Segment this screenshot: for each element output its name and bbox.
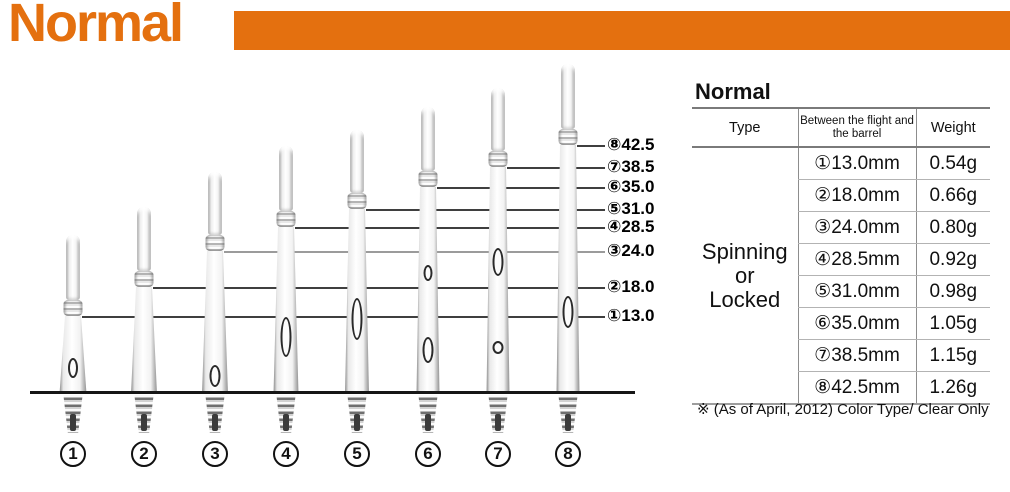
length-label-7: ⑦38.5: [607, 157, 655, 176]
baseline: [30, 391, 635, 394]
shaft-number-7: 7: [485, 441, 511, 467]
shaft-collar: [348, 193, 367, 209]
shaft-hole: [210, 365, 221, 387]
shaft-8: [553, 64, 583, 436]
shaft-thread: [347, 395, 367, 433]
shaft-thread: [276, 395, 296, 433]
weight-cell: 1.26g: [916, 372, 990, 405]
shaft-thread: [134, 395, 154, 433]
shaft-body: [60, 316, 87, 394]
shaft-thread: [558, 395, 578, 433]
size-cell: ①13.0mm: [798, 147, 916, 180]
size-cell: ⑦38.5mm: [798, 340, 916, 372]
shaft-collar: [135, 271, 154, 287]
shaft-tip: [66, 235, 80, 300]
length-label-6: ⑥35.0: [607, 177, 655, 196]
shaft-tip: [208, 172, 222, 235]
shaft-number-2: 2: [131, 441, 157, 467]
shaft-2: [129, 207, 159, 436]
length-label-3: ③24.0: [607, 241, 655, 260]
shaft-collar: [206, 235, 225, 251]
shaft-body: [487, 167, 510, 394]
weight-cell: 0.92g: [916, 244, 990, 276]
length-label-5: ⑤31.0: [607, 199, 655, 218]
shaft-hole: [423, 337, 434, 363]
shaft-hole: [424, 265, 433, 281]
shaft-tip: [350, 130, 364, 193]
length-label-1: ①13.0: [607, 306, 655, 325]
size-cell: ⑧42.5mm: [798, 372, 916, 405]
shaft-number-8: 8: [555, 441, 581, 467]
shaft-1: [58, 235, 88, 436]
shaft-number-6: 6: [415, 441, 441, 467]
weight-cell: 1.05g: [916, 308, 990, 340]
page-title: Normal: [8, 0, 183, 53]
shaft-number-1: 1: [60, 441, 86, 467]
shaft-collar: [277, 211, 296, 227]
weight-cell: 0.98g: [916, 276, 990, 308]
weight-cell: 0.54g: [916, 147, 990, 180]
shaft-hole: [352, 298, 363, 340]
shaft-thread: [418, 395, 438, 433]
shaft-hole: [493, 248, 504, 276]
shaft-number-4: 4: [273, 441, 299, 467]
shaft-thread: [63, 395, 83, 433]
length-label-8: ⑧42.5: [607, 135, 655, 154]
weight-cell: 0.80g: [916, 212, 990, 244]
size-cell: ③24.0mm: [798, 212, 916, 244]
shaft-tip: [421, 107, 435, 171]
shaft-collar: [64, 300, 83, 316]
shaft-body: [274, 227, 299, 394]
weight-cell: 1.15g: [916, 340, 990, 372]
shaft-7: [483, 88, 513, 436]
size-cell: ⑥35.0mm: [798, 308, 916, 340]
shaft-body: [131, 287, 157, 394]
shaft-thread: [488, 395, 508, 433]
length-label-2: ②18.0: [607, 277, 655, 296]
shaft-collar: [419, 171, 438, 187]
size-cell: ④28.5mm: [798, 244, 916, 276]
shaft-collar: [489, 151, 508, 167]
shaft-number-3: 3: [202, 441, 228, 467]
shaft-tip: [491, 88, 505, 151]
type-cell: Spinning or Locked: [692, 147, 798, 404]
shaft-collar: [559, 129, 578, 145]
column-header-between: Between the flight and the barrel: [798, 108, 916, 147]
shaft-6: [413, 107, 443, 436]
weight-cell: 0.66g: [916, 180, 990, 212]
spec-header-row: [692, 108, 990, 147]
shaft-3: [200, 172, 230, 436]
footnote: ※ (As of April, 2012) Color Type/ Clear Only: [697, 401, 989, 418]
spec-table-title: Normal: [695, 79, 771, 104]
table-row: [692, 147, 990, 180]
shaft-tip: [137, 207, 151, 271]
size-cell: ⑤31.0mm: [798, 276, 916, 308]
spec-table: [692, 107, 990, 405]
column-header-type: Type: [692, 108, 798, 147]
shaft-hole: [563, 296, 574, 328]
shaft-hole: [68, 358, 78, 378]
shaft-number-5: 5: [344, 441, 370, 467]
shaft-tip: [561, 64, 575, 129]
column-header-weight: Weight: [916, 108, 990, 147]
shaft-tip: [279, 146, 293, 211]
shaft-hole: [493, 341, 504, 354]
shaft-body: [557, 145, 580, 394]
size-cell: ②18.0mm: [798, 180, 916, 212]
spec-panel: [692, 79, 990, 405]
shaft-hole: [281, 317, 292, 357]
length-label-4: ④28.5: [607, 217, 655, 236]
shaft-thread: [205, 395, 225, 433]
